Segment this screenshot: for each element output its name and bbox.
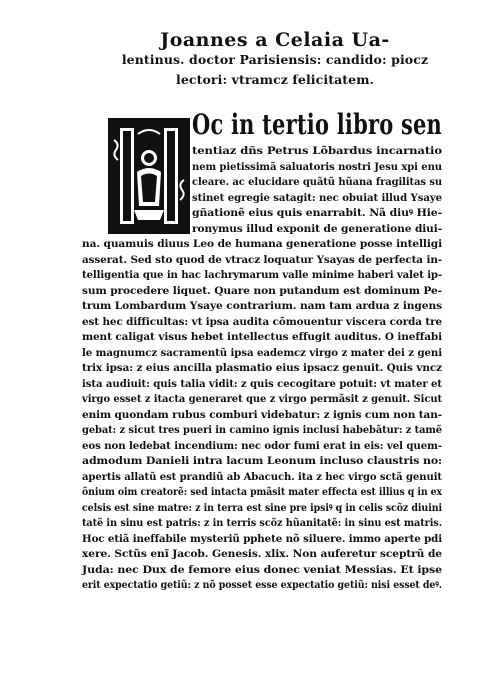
text-line: gñationẽ eius quis enarrabit. Nã diuꝰ Hie- [192, 207, 442, 219]
text-line: admodum Danieli intra lacum Leonum incluso claustris no: [82, 455, 442, 467]
text-line: Hoc etiã ineffabile mysteriũ pphete nõ siluere. immo aperte pdi [82, 532, 442, 545]
text-line: ista audiuit: quis talia vidit: z quis cecogitare potuit: vt mater et [82, 377, 442, 390]
text-line: tatẽ in sinu est patris: z in terris scõz hũanitatẽ: in sinu est matris. [82, 517, 442, 529]
text-line: nem pietissimã saluatoris nostri Jesu xpi enu [192, 160, 442, 173]
text-line: ronymus illud exponit de generatione diui- [192, 222, 442, 235]
text-line: ment caligat visus hebet intellectus effugit auditus. O ineffabi [82, 331, 442, 343]
text-line: tentiaz dñs Petrus Lõbardus incarnatio [192, 145, 442, 157]
text-line: eos non ledebat incendium: nec odor fumi erat in eis: vel quem- [82, 439, 442, 452]
text-line: virgo esset z itacta generaret que z virgo permãsit z genuit. Sicut [82, 393, 442, 405]
text-line: enim quondam rubus comburi videbatur: z ignis cum non tan- [82, 408, 442, 421]
text-line: xere. Sctũs enĩ Jacob. Genesis. xlix. Non auferetur sceptrũ de [82, 548, 442, 560]
heading-line-1: Joannes a Celaia Ua- [160, 29, 390, 51]
page-heading [110, 30, 440, 90]
heading-line-2: lentinus. doctor Parisiensis: candido: piocz [121, 52, 429, 67]
text-line: trum Lombardum Ysaye contrarium. nam tam ardua z ingens [82, 300, 442, 312]
text-line: õnium oim creatorẽ: sed intacta pmãsit mater effecta est illius q in ex [82, 486, 442, 498]
text-line: asserat. Sed sto quod de vtracz loquatur Ysayas de perfecta in- [82, 253, 442, 266]
decorated-initial-art [110, 120, 188, 232]
opening-line-text: Oc in tertio libro sen [192, 108, 442, 141]
text-line: apertis allatũ est prandiũ ab Abacuch. ita z hec virgo sctã genuit [82, 470, 442, 483]
text-line: sum procedere liquet. Quare non putandum est dominum Pe- [82, 284, 442, 297]
text-line: telligentia que in hac lachrymarum valle minime haberi valet ip- [82, 269, 442, 281]
opening-line [192, 110, 442, 140]
text-line: Juda: nec Dux de femore eius donec veniat Messias. Et ipse [82, 563, 442, 576]
text-line: erit expectatio getiũ: z nõ posset esse expectatio getiũ: nisi esset deꝰ. [82, 579, 442, 591]
text-line: na. quamuis diuus Leo de humana generatione posse intelligi [82, 238, 442, 250]
decorated-initial [108, 118, 190, 234]
text-line: est hec difficultas: vt ipsa audita cõmouentur viscera corda tre [82, 315, 442, 328]
text-line: le magnumcz sacramentũ ipsa eademcz virgo z mater dei z geni [82, 346, 442, 359]
text-line: stinet egregie satagit: nec obuiat illud Ysaye [192, 191, 442, 204]
text-line: trix ipsa: z eius ancilla plasmatio eius ipsacz genuit. Quis vncz [82, 362, 442, 374]
text-line: cleare. ac elucidare quãtũ hũana fragilitas su [192, 176, 442, 188]
heading-line-3: lectori: vtramcz felicitatem. [176, 72, 374, 87]
text-line: celsis est sine matre: z in terra est sine pre ipsiꝰ q in celis scõz diuini [82, 501, 442, 514]
text-line: gebat: z sicut tres pueri in camino ignis inclusi habebãtur: z tamẽ [82, 424, 442, 436]
